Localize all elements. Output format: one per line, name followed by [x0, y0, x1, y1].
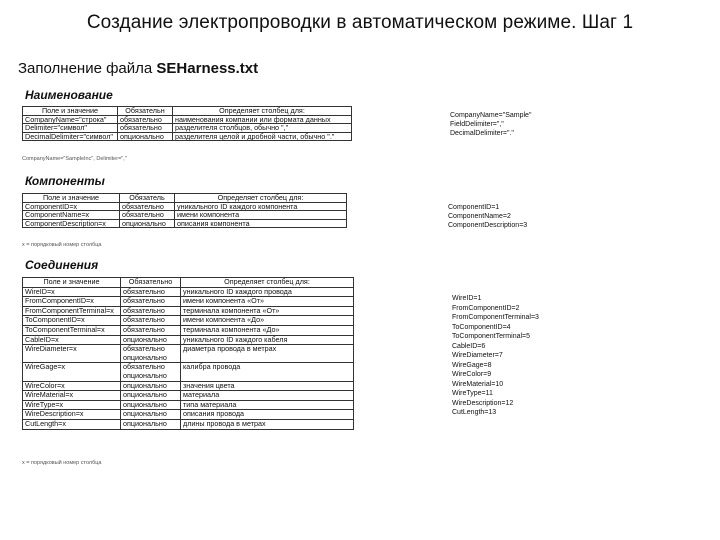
example-line: ComponentID=1 — [448, 204, 500, 211]
table-row — [23, 400, 354, 410]
section-title-components: Компоненты — [25, 174, 105, 188]
table-cell: обязательно — [121, 287, 181, 297]
components-example — [448, 203, 527, 231]
header-cell: Определяет столбец для: — [181, 278, 354, 288]
table-row — [23, 306, 354, 316]
table-row — [23, 202, 347, 211]
section-title-naming: Наименование — [25, 88, 113, 102]
table-cell: материала — [181, 391, 354, 401]
example-line: FieldDelimiter="," — [450, 121, 504, 129]
example-line: WireDescription=12 — [452, 399, 514, 407]
table-cell: DecimalDelimiter="символ" — [23, 132, 118, 141]
table-cell: типа материала — [181, 400, 354, 410]
naming-table — [22, 106, 352, 141]
table-cell: уникального ID каждого компонента — [175, 202, 347, 211]
components-note: x = порядковый номер столбца — [22, 242, 102, 248]
table-cell: ToComponentID=x — [23, 316, 121, 326]
example-line: WireGage=8 — [452, 361, 492, 369]
table-cell: FromComponentTerminal=x — [23, 306, 121, 316]
table-row — [23, 132, 352, 141]
table-cell: обязательно — [118, 115, 173, 124]
table-cell: наименования компании или формата данных — [173, 115, 352, 124]
table-cell: WireDescription=x — [23, 410, 121, 420]
table-cell: обязательно — [121, 297, 181, 307]
table-cell: обязательно опционально — [121, 345, 181, 363]
table-cell: CableID=x — [23, 335, 121, 345]
table-cell: уникального ID каждого провода — [181, 287, 354, 297]
connections-note: x = порядковый номер столбца — [22, 460, 102, 466]
table-cell: диаметра провода в метрах — [181, 345, 354, 363]
example-line: ToComponentID=4 — [452, 323, 511, 331]
table-cell: разделителя столбцов, обычно "," — [173, 124, 352, 133]
table-cell: терминала компонента «До» — [181, 325, 354, 335]
table-row — [23, 325, 354, 335]
header-cell: Обязательно — [121, 278, 181, 288]
table-cell: описания провода — [181, 410, 354, 420]
header-cell: Поле и значение — [23, 194, 120, 203]
table-cell: CutLength=x — [23, 419, 121, 429]
example-line: CableID=6 — [452, 342, 486, 350]
table-row — [23, 316, 354, 326]
header-cell: Обязатель — [120, 194, 175, 203]
table-cell: длины провода в метрах — [181, 419, 354, 429]
naming-note: CompanyName="SampleInc", Delimiter="," — [22, 156, 127, 162]
table-cell: обязательно — [121, 316, 181, 326]
connections-example — [452, 294, 539, 418]
table-cell: ToComponentTerminal=x — [23, 325, 121, 335]
table-cell: обязательно — [121, 306, 181, 316]
connections-table — [22, 277, 354, 430]
table-cell: Delimiter="символ" — [23, 124, 118, 133]
table-cell: обязательно — [118, 124, 173, 133]
table-cell: обязательно — [120, 202, 175, 211]
subtitle-prefix: Заполнение файла — [18, 60, 157, 77]
table-cell: терминала компонента «От» — [181, 306, 354, 316]
header-cell: Поле и значение — [23, 278, 121, 288]
table-cell: ComponentName=x — [23, 211, 120, 220]
example-line: WireColor=9 — [452, 371, 492, 378]
table-row — [23, 391, 354, 401]
table-row — [23, 335, 354, 345]
table-cell: опционально — [121, 400, 181, 410]
table-cell: опционально — [121, 391, 181, 401]
table-row — [23, 363, 354, 381]
example-line: WireType=11 — [452, 390, 493, 397]
table-row — [23, 419, 354, 429]
table-cell: обязательно — [121, 325, 181, 335]
example-line: FromComponentTerminal=3 — [452, 314, 539, 321]
table-row — [23, 345, 354, 363]
table-cell: разделителя целой и дробной части, обычно "." — [173, 132, 352, 141]
table-row — [23, 115, 352, 124]
table-cell: WireID=x — [23, 287, 121, 297]
table-row — [23, 381, 354, 391]
table-cell: опционально — [121, 335, 181, 345]
table-cell: опционально — [120, 219, 175, 228]
example-line: ComponentDescription=3 — [448, 222, 528, 230]
page-title: Создание электропроводки в автоматическом режиме. Шаг 1 — [86, 12, 634, 33]
table-cell: WireColor=x — [23, 381, 121, 391]
header-cell: Определяет столбец для: — [173, 107, 352, 116]
table-row — [23, 124, 352, 133]
subtitle — [18, 60, 258, 77]
table-header-row — [23, 278, 354, 288]
example-line: WireID=1 — [452, 295, 482, 302]
table-cell: значения цвета — [181, 381, 354, 391]
table-cell: CompanyName="строка" — [23, 115, 118, 124]
example-line: WireMaterial=10 — [452, 380, 504, 388]
example-line: ToComponentTerminal=5 — [452, 333, 531, 340]
example-line: WireDiameter=7 — [452, 352, 503, 359]
table-cell: WireType=x — [23, 400, 121, 410]
example-line: DecimalDelimiter="." — [450, 130, 514, 138]
table-cell: опционально — [121, 381, 181, 391]
table-cell: опционально — [118, 132, 173, 141]
table-cell: калибра провода — [181, 363, 354, 381]
table-cell: уникального ID каждого кабеля — [181, 335, 354, 345]
example-line: CutLength=13 — [452, 409, 497, 416]
table-cell: ComponentID=x — [23, 202, 120, 211]
table-row — [23, 297, 354, 307]
subtitle-filename: SEHarness.txt — [156, 60, 259, 77]
example-line: ComponentName=2 — [448, 213, 511, 221]
components-table — [22, 193, 347, 228]
naming-example — [450, 111, 531, 139]
table-cell: имени компонента «До» — [181, 316, 354, 326]
table-cell: WireMaterial=x — [23, 391, 121, 401]
table-header-row — [23, 194, 347, 203]
table-cell: имени компонента — [175, 211, 347, 220]
table-row — [23, 219, 347, 228]
table-cell: WireDiameter=x — [23, 345, 121, 363]
table-cell: описания компонента — [175, 219, 347, 228]
table-cell: обязательно — [120, 211, 175, 220]
header-cell: Поле и значение — [23, 107, 118, 116]
section-title-connections: Соединения — [25, 258, 99, 272]
example-line: CompanyName="Sample" — [450, 112, 532, 119]
table-row — [23, 410, 354, 420]
table-cell: FromComponentID=x — [23, 297, 121, 307]
table-header-row — [23, 107, 352, 116]
table-row — [23, 211, 347, 220]
header-cell: Определяет столбец для: — [175, 194, 347, 203]
table-cell: опционально — [121, 410, 181, 420]
table-row — [23, 287, 354, 297]
table-cell: обязательно опционально — [121, 363, 181, 381]
example-line: FromComponentID=2 — [452, 304, 520, 312]
header-cell: Обязательн — [118, 107, 173, 116]
table-cell: ComponentDescription=x — [23, 219, 120, 228]
table-cell: имени компонента «От» — [181, 297, 354, 307]
table-cell: WireGage=x — [23, 363, 121, 381]
table-cell: опционально — [121, 419, 181, 429]
